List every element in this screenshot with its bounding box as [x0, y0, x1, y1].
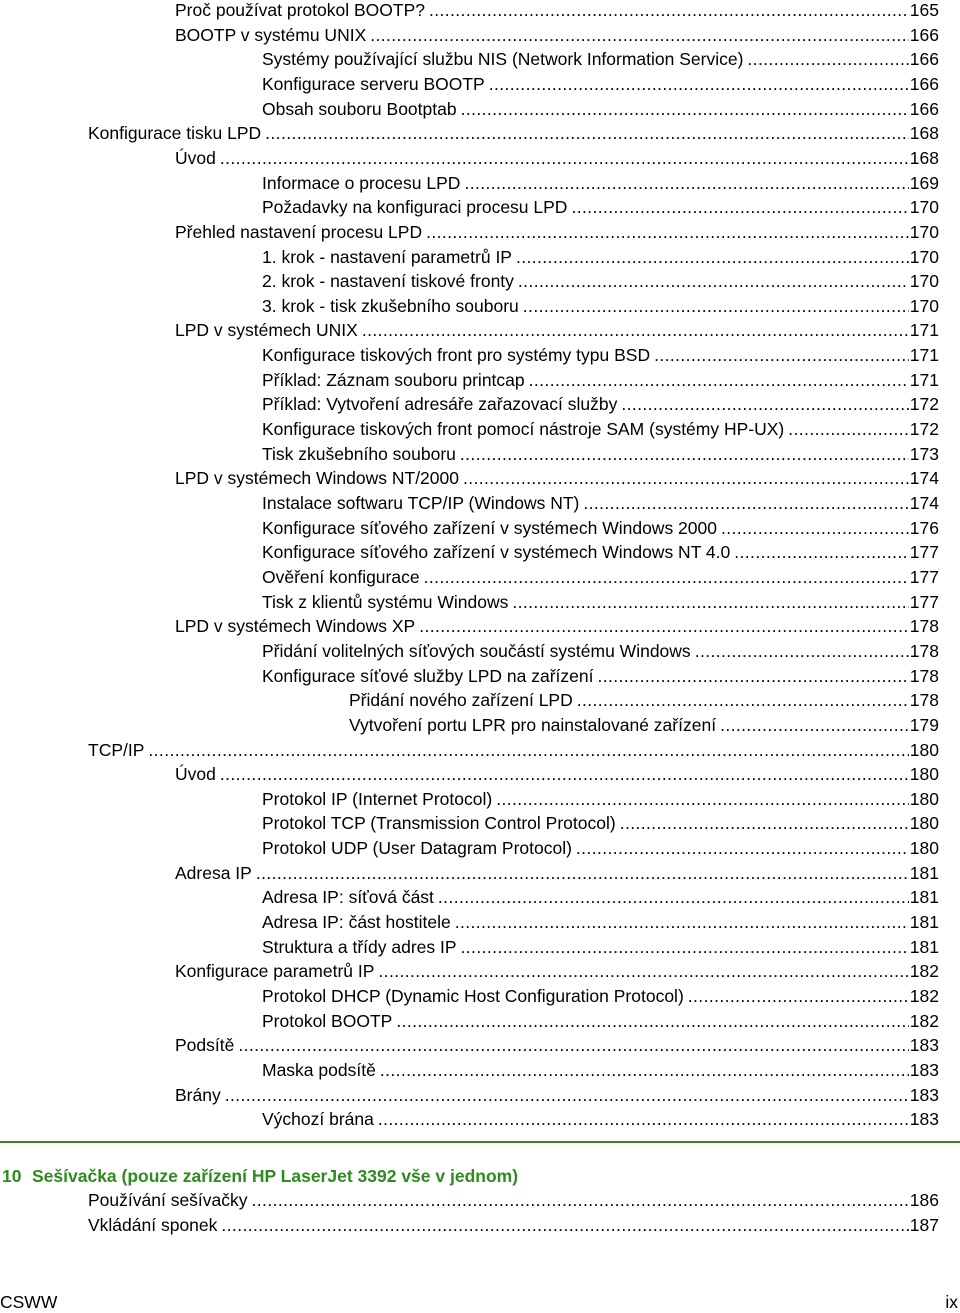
dot-leader [489, 72, 909, 96]
dot-leader [463, 466, 909, 490]
toc-entry-title: 1. krok - nastavení parametrů IP [262, 246, 512, 267]
toc-entry-title: Požadavky na konfiguraci procesu LPD [262, 197, 568, 218]
toc-entry-page-number: 166 [909, 98, 939, 119]
toc-entry[interactable] [262, 245, 939, 269]
toc-entry[interactable] [262, 294, 939, 318]
dot-leader [256, 861, 909, 885]
dot-leader [512, 590, 908, 614]
toc-entry-title: Protokol DHCP (Dynamic Host Configuration Protocol) [262, 986, 684, 1006]
toc-entry-page-number: 180 [909, 739, 939, 760]
dot-leader [720, 713, 909, 737]
toc-entry-page-number: 180 [909, 764, 939, 785]
dot-leader [518, 269, 909, 293]
toc-entry-page-number: 170 [909, 295, 939, 316]
toc-entry[interactable] [262, 910, 939, 934]
toc-entry-title: Úvod [175, 147, 216, 168]
dot-leader [238, 1033, 908, 1057]
toc-entry-page-number: 178 [909, 690, 939, 711]
dot-leader [529, 368, 909, 392]
toc-entry[interactable] [88, 1188, 939, 1212]
toc-entry[interactable] [262, 171, 939, 195]
dot-leader [461, 935, 909, 959]
toc-entry-title: Adresa IP: síťová část [262, 887, 434, 908]
dot-leader [621, 392, 908, 416]
toc-entry-page-number: 177 [909, 591, 939, 612]
toc-entry[interactable] [262, 343, 939, 367]
toc-entry-page-number: 187 [909, 1214, 939, 1235]
toc-entry-title: Instalace softwaru TCP/IP (Windows NT) [262, 493, 580, 513]
toc-entry[interactable] [262, 47, 939, 71]
toc-entry-page-number: 170 [909, 221, 939, 242]
toc-entry-page-number: 178 [909, 616, 939, 637]
toc-entry-page-number: 166 [909, 73, 939, 94]
toc-entry-title: Systémy používající službu NIS (Network Information Service) [262, 49, 744, 70]
toc-entry[interactable] [349, 713, 939, 737]
toc-entry[interactable] [262, 491, 939, 515]
dot-leader [583, 491, 908, 515]
toc-entry-title: Vytvoření portu LPR pro nainstalované zařízení [349, 714, 717, 735]
toc-entry[interactable] [175, 220, 939, 244]
dot-leader [516, 245, 909, 269]
toc-entry[interactable] [262, 540, 939, 564]
dot-leader [571, 195, 908, 219]
toc-entry-title: Přidání nového zařízení LPD [349, 690, 573, 711]
toc-entry-page-number: 172 [909, 419, 939, 440]
dot-leader [419, 614, 909, 638]
toc-entry-title: Konfigurace serveru BOOTP [262, 73, 485, 94]
toc-entry[interactable] [262, 195, 939, 219]
toc-entry-title: Výchozí brána [262, 1109, 374, 1130]
toc-entry-page-number: 171 [909, 345, 939, 366]
toc-entry-page-number: 183 [909, 1035, 939, 1056]
toc-entry[interactable] [262, 590, 939, 614]
toc-entry[interactable] [262, 811, 939, 835]
toc-entry-page-number: 168 [909, 147, 939, 168]
toc-entry[interactable] [175, 614, 939, 638]
toc-entry-title: Příklad: Záznam souboru printcap [262, 369, 525, 390]
toc-entry[interactable] [88, 1213, 939, 1237]
toc-entry[interactable] [175, 1083, 939, 1107]
toc-entry[interactable] [262, 984, 939, 1008]
toc-entry-page-number: 182 [909, 961, 939, 982]
toc-entry-page-number: 165 [909, 0, 939, 20]
toc-entry-page-number: 179 [909, 714, 939, 735]
toc-entry[interactable] [262, 664, 939, 688]
toc-entry[interactable] [262, 72, 939, 96]
dot-leader [464, 171, 908, 195]
dot-leader [370, 23, 909, 47]
toc-entry-page-number: 186 [909, 1190, 939, 1210]
toc-entry[interactable] [262, 1058, 939, 1082]
toc-entry-page-number: 173 [909, 443, 939, 464]
toc-entry[interactable] [88, 738, 939, 762]
toc-entry-title: Přidání volitelných síťových součástí systému Windows [262, 640, 691, 661]
toc-entry-title: Protokol TCP (Transmission Control Protocol) [262, 813, 616, 834]
toc-entry-title: Přehled nastavení procesu LPD [175, 221, 423, 242]
toc-entry-title: Konfigurace tisku LPD [88, 123, 262, 144]
toc-entry[interactable] [262, 417, 939, 441]
dot-leader [378, 1107, 909, 1131]
toc-entry[interactable] [262, 269, 939, 293]
toc-entry-title: Proč používat protokol BOOTP? [175, 0, 425, 20]
toc-entry-page-number: 183 [909, 1059, 939, 1080]
chapter-divider-rule [0, 1141, 960, 1143]
toc-entry-page-number: 171 [909, 369, 939, 390]
toc-entry-title: Konfigurace tiskových front pomocí nástroje SAM (systémy HP-UX) [262, 419, 785, 440]
footer-left-label: CSWW [0, 1292, 58, 1312]
dot-leader [396, 1009, 908, 1033]
toc-entry-page-number: 177 [909, 566, 939, 587]
toc-entry-title: 2. krok - nastavení tiskové fronty [262, 271, 514, 292]
toc-entry-title: Adresa IP [175, 862, 252, 883]
dot-leader [455, 910, 909, 934]
toc-entry[interactable] [175, 0, 939, 22]
toc-entry[interactable] [262, 885, 939, 909]
toc-entry-title: Informace o procesu LPD [262, 172, 461, 193]
toc-entry-title: Protokol UDP (User Datagram Protocol) [262, 838, 572, 859]
toc-entry-page-number: 174 [909, 468, 939, 489]
toc-entry-title: Podsítě [175, 1035, 235, 1056]
toc-entry-title: 3. krok - tisk zkušebního souboru [262, 295, 519, 316]
toc-entry[interactable] [175, 466, 939, 490]
toc-entry-title: Obsah souboru Bootptab [262, 98, 457, 119]
chapter-number: 10 [2, 1166, 22, 1186]
toc-entry[interactable] [262, 516, 939, 540]
footer-page-number: ix [945, 1292, 958, 1312]
chapter-heading[interactable] [0, 1164, 518, 1188]
dot-leader [426, 220, 909, 244]
toc-entry-page-number: 182 [909, 1010, 939, 1031]
dot-leader [597, 664, 908, 688]
toc-entry[interactable] [262, 368, 939, 392]
dot-leader [252, 1188, 909, 1212]
toc-entry-page-number: 171 [909, 320, 939, 341]
dot-leader [438, 885, 909, 909]
toc-entry-title: LPD v systémech UNIX [175, 320, 358, 341]
toc-entry[interactable] [262, 787, 939, 811]
toc-entry[interactable] [262, 565, 939, 589]
toc-entry-title: Brány [175, 1084, 221, 1105]
toc-entry-page-number: 170 [909, 197, 939, 218]
toc-entry-title: BOOTP v systému UNIX [175, 24, 367, 45]
dot-leader [424, 565, 909, 589]
toc-entry-title: Konfigurace síťového zařízení v systémech Windows NT 4.0 [262, 542, 731, 563]
dot-leader [577, 688, 909, 712]
toc-entry[interactable] [262, 442, 939, 466]
dot-leader [429, 0, 909, 22]
toc-entry-title: Používání sešívačky [88, 1190, 248, 1210]
toc-entry-title: Protokol IP (Internet Protocol) [262, 788, 493, 809]
toc-entry[interactable] [262, 1107, 939, 1131]
toc-entry-title: Konfigurace síťového zařízení v systémech Windows 2000 [262, 517, 717, 538]
dot-leader [148, 738, 908, 762]
dot-leader [695, 639, 909, 663]
toc-entry[interactable] [262, 639, 939, 663]
toc-entry[interactable] [262, 1009, 939, 1033]
toc-entry-page-number: 170 [909, 271, 939, 292]
toc-entry-page-number: 166 [909, 24, 939, 45]
toc-entry-title: Konfigurace tiskových front pro systémy typu BSD [262, 345, 651, 366]
toc-entry-title: Konfigurace parametrů IP [175, 961, 375, 982]
dot-leader [788, 417, 909, 441]
toc-entry-page-number: 181 [909, 862, 939, 883]
chapter-title: Sešívačka (pouze zařízení HP LaserJet 3392 vše v jednom) [32, 1166, 519, 1186]
toc-entry-title: Konfigurace síťové služby LPD na zařízení [262, 665, 594, 686]
toc-entry-page-number: 181 [909, 887, 939, 908]
dot-leader [523, 294, 909, 318]
toc-entry[interactable] [175, 762, 939, 786]
dot-leader [654, 343, 909, 367]
toc-entry-page-number: 168 [909, 123, 939, 144]
toc-entry[interactable] [175, 318, 939, 342]
toc-entry-page-number: 178 [909, 665, 939, 686]
dot-leader [688, 984, 909, 1008]
toc-entry-page-number: 170 [909, 246, 939, 267]
toc-entry[interactable] [262, 97, 939, 121]
toc-entry[interactable] [175, 23, 939, 47]
toc-entry[interactable] [262, 392, 939, 416]
toc-entry[interactable] [262, 836, 939, 860]
dot-leader [225, 1083, 909, 1107]
toc-entry[interactable] [262, 935, 939, 959]
toc-entry-page-number: 166 [909, 49, 939, 70]
toc-entry-page-number: 181 [909, 912, 939, 933]
toc-entry-page-number: 182 [909, 986, 939, 1006]
toc-entry-title: LPD v systémech Windows XP [175, 616, 416, 637]
toc-entry[interactable] [175, 146, 939, 170]
toc-entry-title: Tisk zkušebního souboru [262, 443, 456, 464]
toc-entry-page-number: 177 [909, 542, 939, 563]
toc-entry-page-number: 183 [909, 1109, 939, 1130]
toc-entry-title: Ověření konfigurace [262, 566, 420, 587]
toc-entry-page-number: 181 [909, 936, 939, 957]
toc-entry-title: Adresa IP: část hostitele [262, 912, 451, 933]
toc-entry-title: Protokol BOOTP [262, 1010, 393, 1031]
toc-entry-title: Příklad: Vytvoření adresáře zařazovací služby [262, 394, 618, 415]
dot-leader [220, 762, 909, 786]
toc-entry-title: Úvod [175, 764, 216, 785]
toc-entry[interactable] [349, 688, 939, 712]
toc-entry-title: Vkládání sponek [88, 1214, 218, 1235]
dot-leader [461, 97, 909, 121]
dot-leader [265, 121, 909, 145]
toc-entry[interactable] [175, 959, 939, 983]
toc-entry-title: LPD v systémech Windows NT/2000 [175, 468, 459, 489]
dot-leader [380, 1058, 909, 1082]
toc-entry-page-number: 174 [909, 493, 939, 513]
toc-entry-title: Tisk z klientů systému Windows [262, 591, 509, 612]
dot-leader [460, 442, 909, 466]
toc-entry[interactable] [88, 121, 939, 145]
dot-leader [362, 318, 909, 342]
toc-entry-title: Maska podsítě [262, 1059, 376, 1080]
dot-leader [221, 1213, 908, 1237]
toc-entry-page-number: 169 [909, 172, 939, 193]
toc-entry-page-number: 176 [909, 517, 939, 538]
toc-entry-title: TCP/IP [88, 739, 145, 760]
dot-leader [721, 516, 909, 540]
dot-leader [747, 47, 908, 71]
toc-entry-page-number: 180 [909, 813, 939, 834]
toc-entry-title: Struktura a třídy adres IP [262, 936, 457, 957]
toc-entry[interactable] [175, 1033, 939, 1057]
dot-leader [378, 959, 908, 983]
toc-entry-page-number: 178 [909, 640, 939, 661]
dot-leader [496, 787, 909, 811]
toc-entry-page-number: 180 [909, 788, 939, 809]
dot-leader [220, 146, 909, 170]
toc-entry-page-number: 180 [909, 838, 939, 859]
toc-entry-page-number: 183 [909, 1084, 939, 1105]
toc-entry[interactable] [175, 861, 939, 885]
dot-leader [576, 836, 909, 860]
dot-leader [620, 811, 909, 835]
toc-entry-page-number: 172 [909, 394, 939, 415]
dot-leader [734, 540, 909, 564]
